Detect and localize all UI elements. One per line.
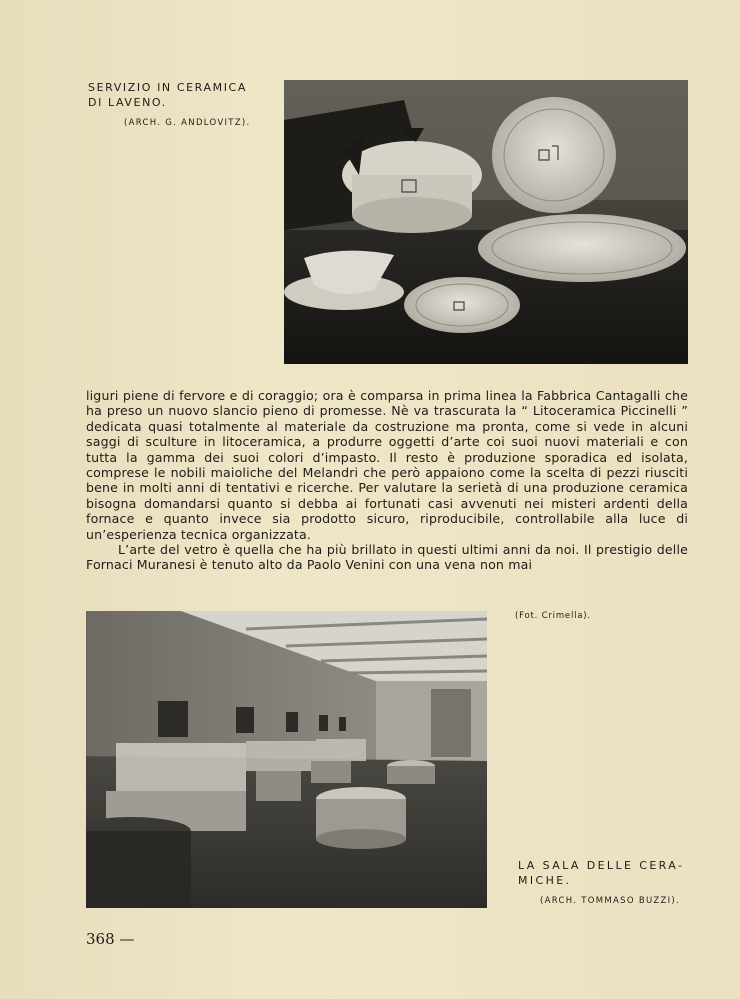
article-paragraph-2: L’arte del vetro è quella che ha più brillato in questi ultimi anni da noi. Il prestigio delle Fornaci Muranesi è tenuto alto da Paolo Venini con una vena non mai (86, 542, 688, 573)
bottom-caption-credit: (ARCH. TOMMASO BUZZI). (540, 896, 681, 906)
photo-credit: (Fot. Crimella). (515, 611, 591, 621)
page-number: 368 — (86, 930, 135, 948)
top-caption-credit: (ARCH. G. ANDLOVITZ). (124, 118, 251, 128)
top-caption-title (88, 80, 247, 110)
bottom-caption-title-line2: MICHE. (518, 874, 572, 887)
bottom-caption-title (518, 858, 684, 888)
ceramics-hall-illustration (86, 611, 487, 908)
ceramics-hall-photo (86, 611, 487, 908)
article-paragraph-1: liguri piene di fervore e di coraggio; ora è comparsa in prima linea la Fabbrica Cantagalli che ha preso un nuovo slancio pieno di promesse. Nè va trascurata la “ Litoceramica Piccinelli ” dedicata quasi totalmente al materiale da costruzione ma pronta, come si vede in alcuni saggi di sculture in litoceramica, a produrre oggetti d’arte coi suoi nuovi materiali e con tutta la gamma dei suoi colori d’impasto. Il resto è produzione sporadica ed isolata, comprese le nobili maioliche del Melandri che però appaiono come la scelta di pezzi riusciti bene in molti anni di tentativi e ricerche. Per valutare la serietà di una produzione ceramica bisogna domandarsi quanto si debba ai fortunati casi avvenuti nei misteri ardenti della fornace e quanto invece sia prodotto sicuro, riproducibile, controllabile alla luce di un’esperienza tecnica organizzata. (86, 388, 688, 542)
article-body (86, 388, 688, 573)
bottom-caption-title-line1: LA SALA DELLE CERA- (518, 859, 685, 872)
ceramic-service-photo (284, 80, 688, 364)
top-caption-title-line1: SERVIZIO IN CERAMICA (88, 81, 247, 94)
top-caption-title-line2: DI LAVENO. (88, 96, 167, 109)
ceramic-service-illustration (284, 80, 688, 364)
